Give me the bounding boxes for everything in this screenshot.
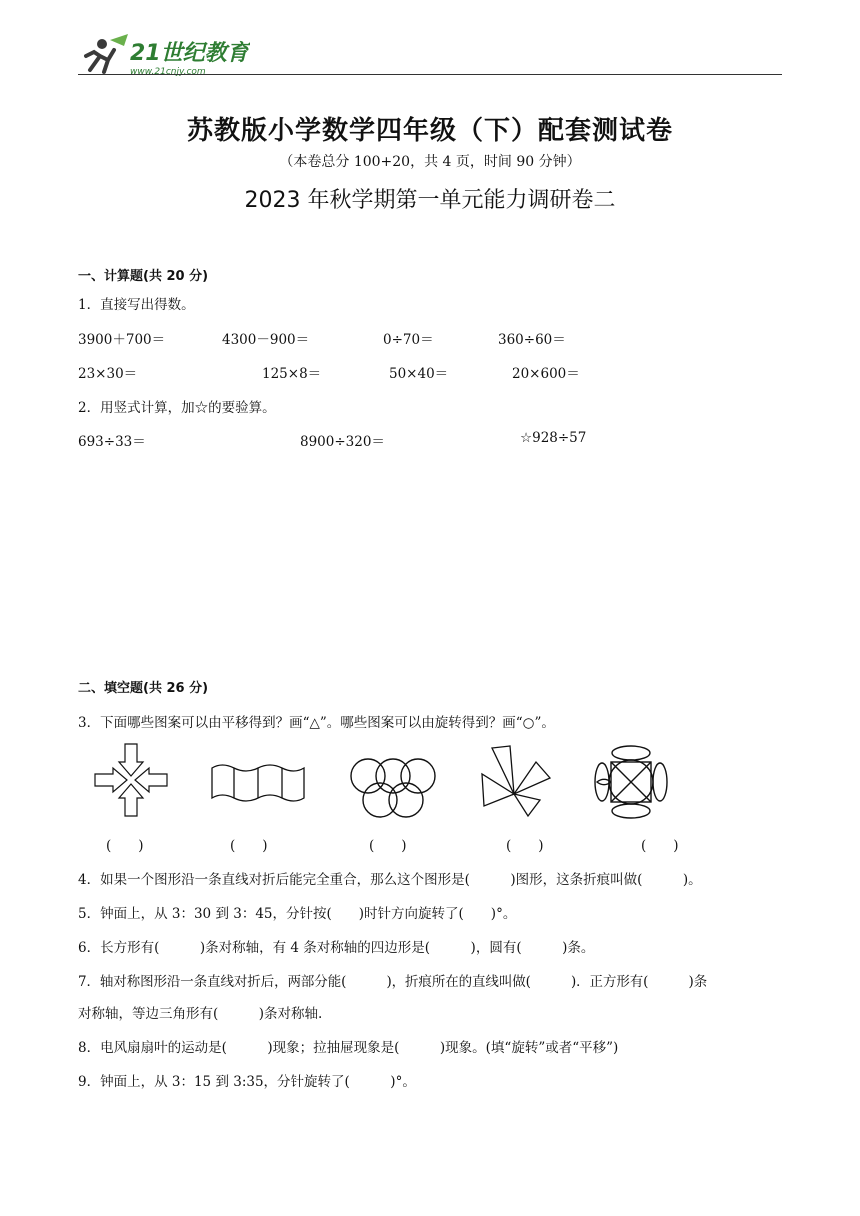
question-3: 3．下面哪些图案可以由平移得到？画“△”。哪些图案可以由旋转得到？画“○”。 (78, 715, 555, 731)
calc-item: 20×600＝ (512, 366, 580, 382)
logo-url: www.21cnjy.com (130, 67, 206, 77)
calc-item: 125×8＝ (262, 366, 322, 382)
question-9: 9．钟面上，从 3：15 到 3:35，分针旋转了( )°。 (78, 1074, 416, 1090)
answer-blank[interactable]: ( ) (369, 838, 407, 854)
olympic-rings-icon (348, 756, 438, 822)
calc-item: 3900＋700＝ (78, 332, 166, 348)
calc-item: 360÷60＝ (498, 332, 566, 348)
arrows-cross-icon (93, 742, 169, 818)
question-6: 6．长方形有( )条对称轴，有 4 条对称轴的四边形是( )，圆有( )条。 (78, 940, 595, 956)
answer-blank[interactable]: ( ) (230, 838, 268, 854)
question-7-line-1: 7．轴对称图形沿一条直线对折后，两部分能( )，折痕所在的直线叫做( )．正方形有( )条 (78, 974, 708, 990)
wave-strip-icon (210, 762, 306, 804)
page-title: 苏教版小学数学四年级（下）配套测试卷 (186, 116, 673, 146)
question-8: 8．电风扇扇叶的运动是( )现象；拉抽屉现象是( )现象。(填“旋转”或者“平移”) (78, 1040, 619, 1056)
answer-blank[interactable]: ( ) (641, 838, 679, 854)
answer-blank[interactable]: ( ) (506, 838, 544, 854)
page-subtitle: （本卷总分 100+20，共 4 页，时间 90 分钟） (279, 154, 581, 170)
question-2: 2．用竖式计算，加☆的要验算。 (78, 400, 276, 416)
answer-blank[interactable]: ( ) (106, 838, 144, 854)
calc-item: 4300－900＝ (222, 332, 310, 348)
calc-item: 8900÷320＝ (300, 434, 385, 450)
logo-text: 21世纪教育 (130, 41, 249, 66)
runner-icon (86, 34, 128, 72)
circle-square-icon (593, 744, 669, 820)
brand-logo (80, 30, 250, 80)
calc-item: ☆928÷57 (520, 430, 587, 446)
section-heading-calc: 一、计算题(共 20 分) (78, 269, 209, 284)
question-4: 4．如果一个图形沿一条直线对折后能完全重合，那么这个图形是( )图形，这条折痕叫做( )。 (78, 872, 702, 888)
question-1: 1．直接写出得数。 (78, 297, 195, 313)
question-7-line-2: 对称轴，等边三角形有( )条对称轴. (78, 1006, 323, 1022)
question-5: 5．钟面上，从 3：30 到 3：45，分针按( )时针方向旋转了( )°。 (78, 906, 517, 922)
header-rule (78, 74, 782, 75)
calc-item: 693÷33＝ (78, 434, 146, 450)
unit-title: 2023 年秋学期第一单元能力调研卷二 (244, 188, 616, 213)
section-heading-fill: 二、填空题(共 26 分) (78, 681, 209, 696)
calc-item: 0÷70＝ (383, 332, 434, 348)
calc-item: 23×30＝ (78, 366, 138, 382)
calc-item: 50×40＝ (389, 366, 449, 382)
pinwheel-triangles-icon (478, 744, 552, 820)
